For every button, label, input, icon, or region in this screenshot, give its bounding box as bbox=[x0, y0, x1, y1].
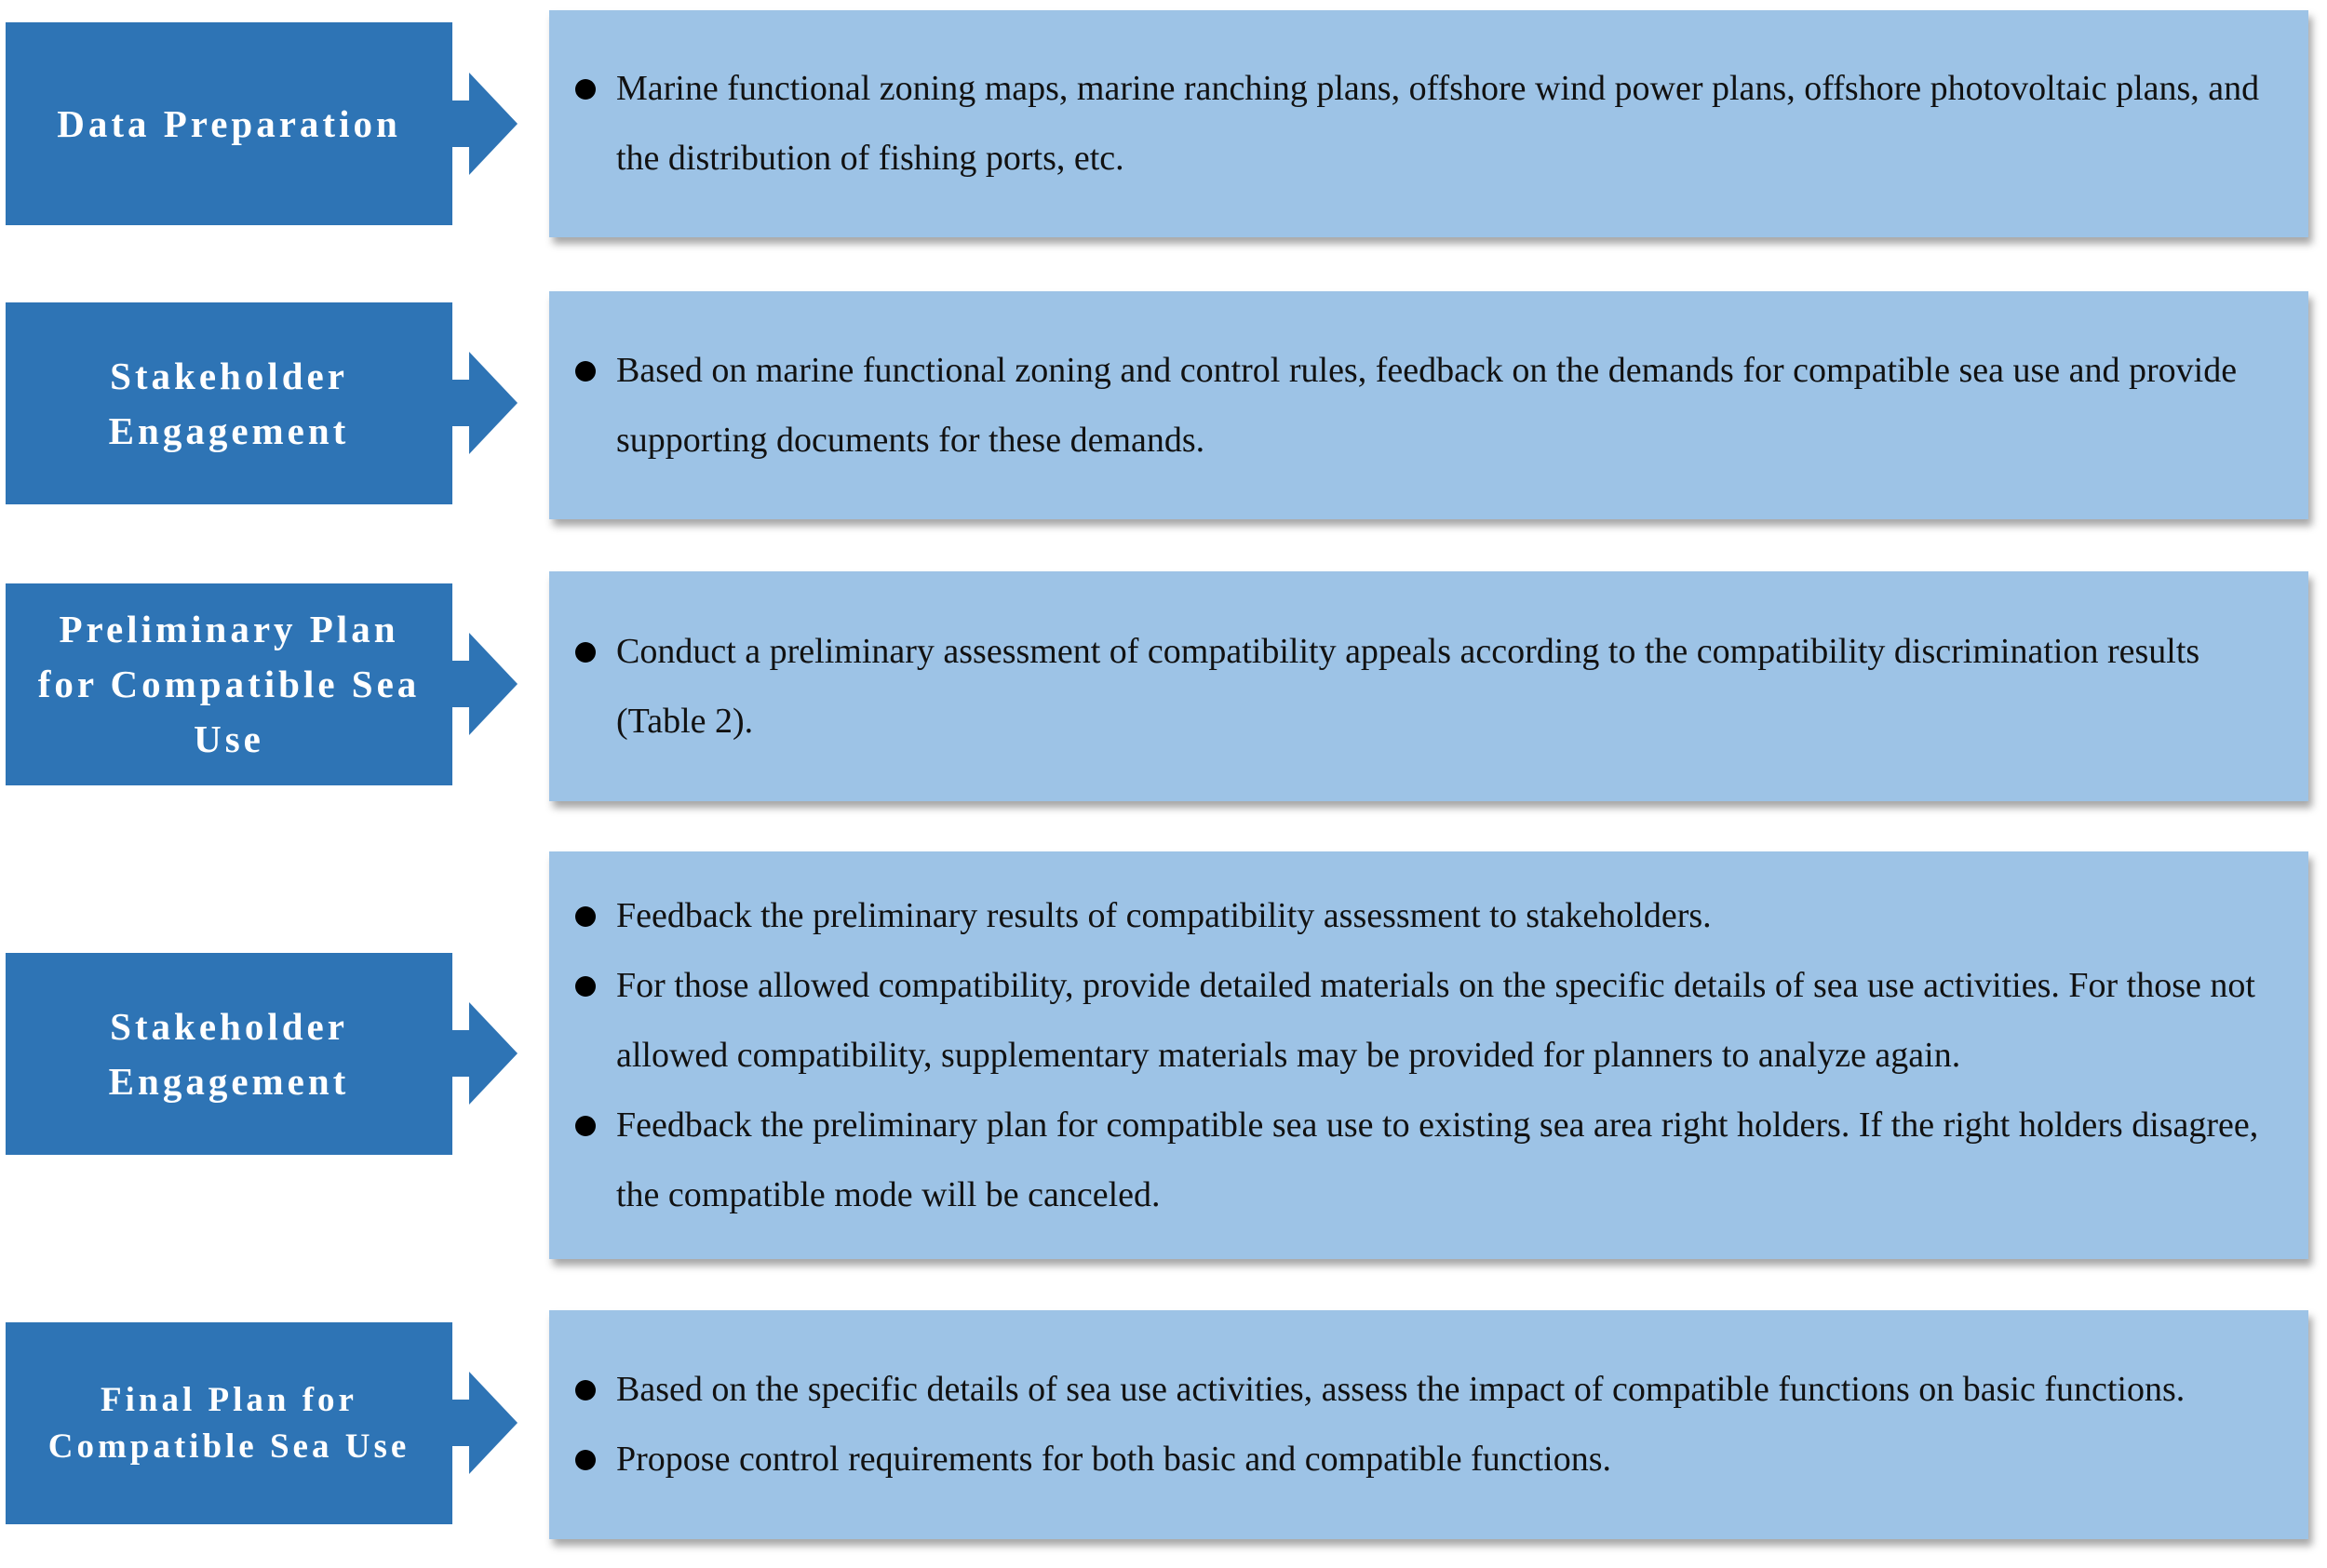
bullet-item: Based on the specific details of sea use activities, assess the impact of compatible functions on basic functions. bbox=[575, 1355, 2280, 1425]
step-content-final-plan bbox=[549, 1310, 2308, 1539]
bullet-item: For those allowed compatibility, provide detailed materials on the specific details of sea use activities. For those not allowed compatibility, supplementary materials may be provided for planners to analyze again. bbox=[575, 951, 2280, 1091]
bullet-item: Propose control requirements for both basic and compatible functions. bbox=[575, 1425, 2280, 1494]
step-label-preliminary-plan bbox=[6, 583, 452, 785]
bullet-item: Feedback the preliminary results of compatibility assessment to stakeholders. bbox=[575, 881, 2280, 951]
bullet-dot-icon bbox=[575, 642, 596, 663]
step-label-stakeholder-engagement-2 bbox=[6, 953, 452, 1155]
arrow-right-icon bbox=[452, 73, 518, 175]
step-label-text: Preliminary Plan for Compatible Sea Use bbox=[37, 608, 421, 760]
step-content-data-preparation bbox=[549, 10, 2308, 237]
bullet-item: Based on marine functional zoning and control rules, feedback on the demands for compatible sea use and provide supporting documents for these demands. bbox=[575, 336, 2280, 476]
step-content-stakeholder-engagement-2 bbox=[549, 851, 2308, 1259]
bullet-dot-icon bbox=[575, 1116, 596, 1136]
step-label-text: Data Preparation bbox=[57, 101, 401, 145]
arrow-right-icon bbox=[452, 633, 518, 735]
bullet-dot-icon bbox=[575, 1450, 596, 1470]
step-label-stakeholder-engagement-1 bbox=[6, 302, 452, 504]
step-label-data-preparation bbox=[6, 22, 452, 225]
step-label-final-plan bbox=[6, 1322, 452, 1524]
step-content-preliminary-plan bbox=[549, 571, 2308, 801]
bullet-dot-icon bbox=[575, 906, 596, 927]
bullet-dot-icon bbox=[575, 976, 596, 997]
step-label-text: Stakeholder Engagement bbox=[108, 354, 350, 452]
bullet-item: Marine functional zoning maps, marine ranching plans, offshore wind power plans, offshore photovoltaic plans, and the distribution of fishing ports, etc. bbox=[575, 54, 2280, 194]
bullet-item: Conduct a preliminary assessment of compatibility appeals according to the compatibility discrimination results (Table 2). bbox=[575, 617, 2280, 757]
bullet-item: Feedback the preliminary plan for compatible sea use to existing sea area right holders. If the right holders disagree, the compatible mode will be canceled. bbox=[575, 1091, 2280, 1230]
step-label-text: Stakeholder Engagement bbox=[108, 1004, 350, 1103]
arrow-right-icon bbox=[452, 1002, 518, 1105]
step-label-text: Final Plan for Compatible Sea Use bbox=[47, 1380, 410, 1466]
bullet-dot-icon bbox=[575, 1380, 596, 1400]
bullet-dot-icon bbox=[575, 361, 596, 382]
arrow-right-icon bbox=[452, 352, 518, 454]
step-content-stakeholder-engagement-1 bbox=[549, 291, 2308, 519]
bullet-dot-icon bbox=[575, 79, 596, 100]
arrow-right-icon bbox=[452, 1372, 518, 1474]
